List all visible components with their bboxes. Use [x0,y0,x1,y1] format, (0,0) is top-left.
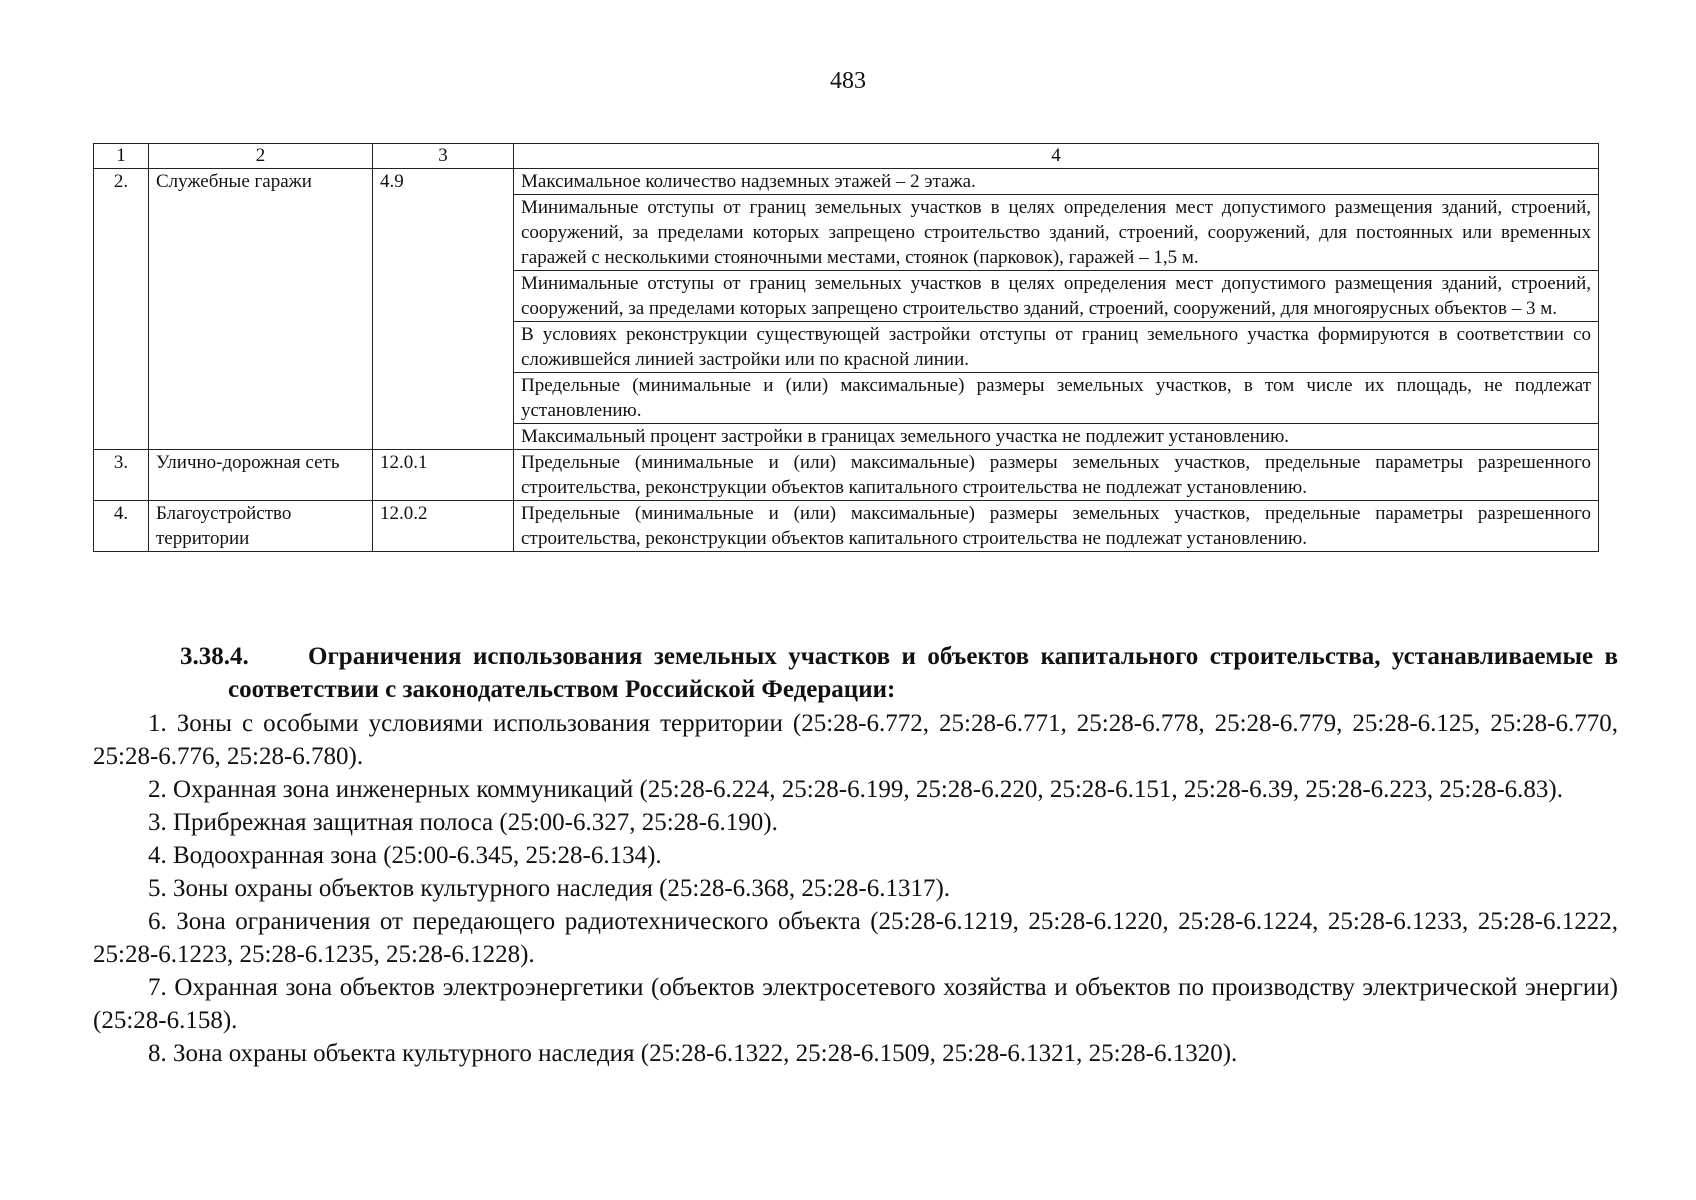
use-type-name: Благоустройство территории [149,501,373,552]
requirement-cell: Максимальное количество надземных этажей – 2 этажа. [514,169,1599,195]
row-number: 2. [94,169,149,450]
regulations-table [93,143,1599,552]
requirement-cell: Предельные (минимальные и (или) максимальные) размеры земельных участков, предельные параметры разрешенного строительства, реконструкции объектов капитального строительства не подлежат установлению. [514,450,1599,501]
table-header-cell: 2 [149,144,373,169]
requirement-cell: Предельные (минимальные и (или) максимальные) размеры земельных участков, в том числе их площадь, не подлежат установлению. [514,373,1599,424]
use-type-code: 12.0.1 [373,450,514,501]
use-type-code: 4.9 [373,169,514,450]
section-heading [93,640,1618,706]
list-item: 2. Охранная зона инженерных коммуникаций (25:28-6.224, 25:28-6.199, 25:28-6.220, 25:28-6.151, 25:28-6.39, 25:28-6.223, 25:28-6.83). [148,776,1564,803]
list-item: 5. Зоны охраны объектов культурного наследия (25:28-6.368, 25:28-6.1317). [148,875,951,902]
section-number: 3.38.4. [180,643,249,670]
list-item: 1. Зоны с особыми условиями использования территории (25:28-6.772, 25:28-6.771, 25:28-6.778, 25:28-6.779, 25:28-6.125, 25:28-6.770, 25:28-6.776, 25:28-6.780). [93,710,1618,770]
table-header-row [94,144,1599,169]
table-header-cell: 3 [373,144,514,169]
requirement-cell: В условиях реконструкции существующей застройки отступы от границ земельного участка формируются в соответствии со сложившейся линией застройки или по красной линии. [514,322,1599,373]
list-item: 8. Зона охраны объекта культурного наследия (25:28-6.1322, 25:28-6.1509, 25:28-6.1321, 25:28-6.1320). [148,1040,1238,1067]
section-title: Ограничения использования земельных участков и объектов капитального строительства, устанавливаемые в соответствии с законодательством Российской Федерации: [228,643,1618,703]
table-row [94,169,1599,195]
requirement-cell: Максимальный процент застройки в границах земельного участка не подлежит установлению. [514,424,1599,450]
list-item: 3. Прибрежная защитная полоса (25:00-6.327, 25:28-6.190). [148,809,778,836]
row-number: 4. [94,501,149,552]
table-header-cell: 1 [94,144,149,169]
table-row [94,501,1599,552]
list-item: 4. Водоохранная зона (25:00-6.345, 25:28-6.134). [148,842,662,869]
table-row [94,450,1599,501]
row-number: 3. [94,450,149,501]
use-type-name: Улично-дорожная сеть [149,450,373,501]
page-number: 483 [830,68,866,94]
table-header-cell: 4 [514,144,1599,169]
list-item: 6. Зона ограничения от передающего радиотехнического объекта (25:28-6.1219, 25:28-6.1220, 25:28-6.1224, 25:28-6.1233, 25:28-6.1222, 25:28-6.1223, 25:28-6.1235, 25:28-6.1228). [93,908,1618,968]
restrictions-section [93,640,1618,1070]
requirement-cell: Минимальные отступы от границ земельных участков в целях определения мест допустимого размещения зданий, строений, сооружений, за пределами которых запрещено строительство зданий, строений, сооружений, для постоянных или временных гаражей с несколькими стояночными местами, стоянок (парковок), гаражей – 1,5 м. [514,195,1599,271]
list-item: 7. Охранная зона объектов электроэнергетики (объектов электросетевого хозяйства и объектов по производству электрической энергии) (25:28-6.158). [93,974,1618,1034]
use-type-name: Служебные гаражи [149,169,373,450]
requirement-cell: Минимальные отступы от границ земельных участков в целях определения мест допустимого размещения зданий, строений, сооружений, за пределами которых запрещено строительство зданий, строений, сооружений, для многоярусных объектов – 3 м. [514,271,1599,322]
use-type-code: 12.0.2 [373,501,514,552]
requirement-cell: Предельные (минимальные и (или) максимальные) размеры земельных участков, предельные параметры разрешенного строительства, реконструкции объектов капитального строительства не подлежат установлению. [514,501,1599,552]
